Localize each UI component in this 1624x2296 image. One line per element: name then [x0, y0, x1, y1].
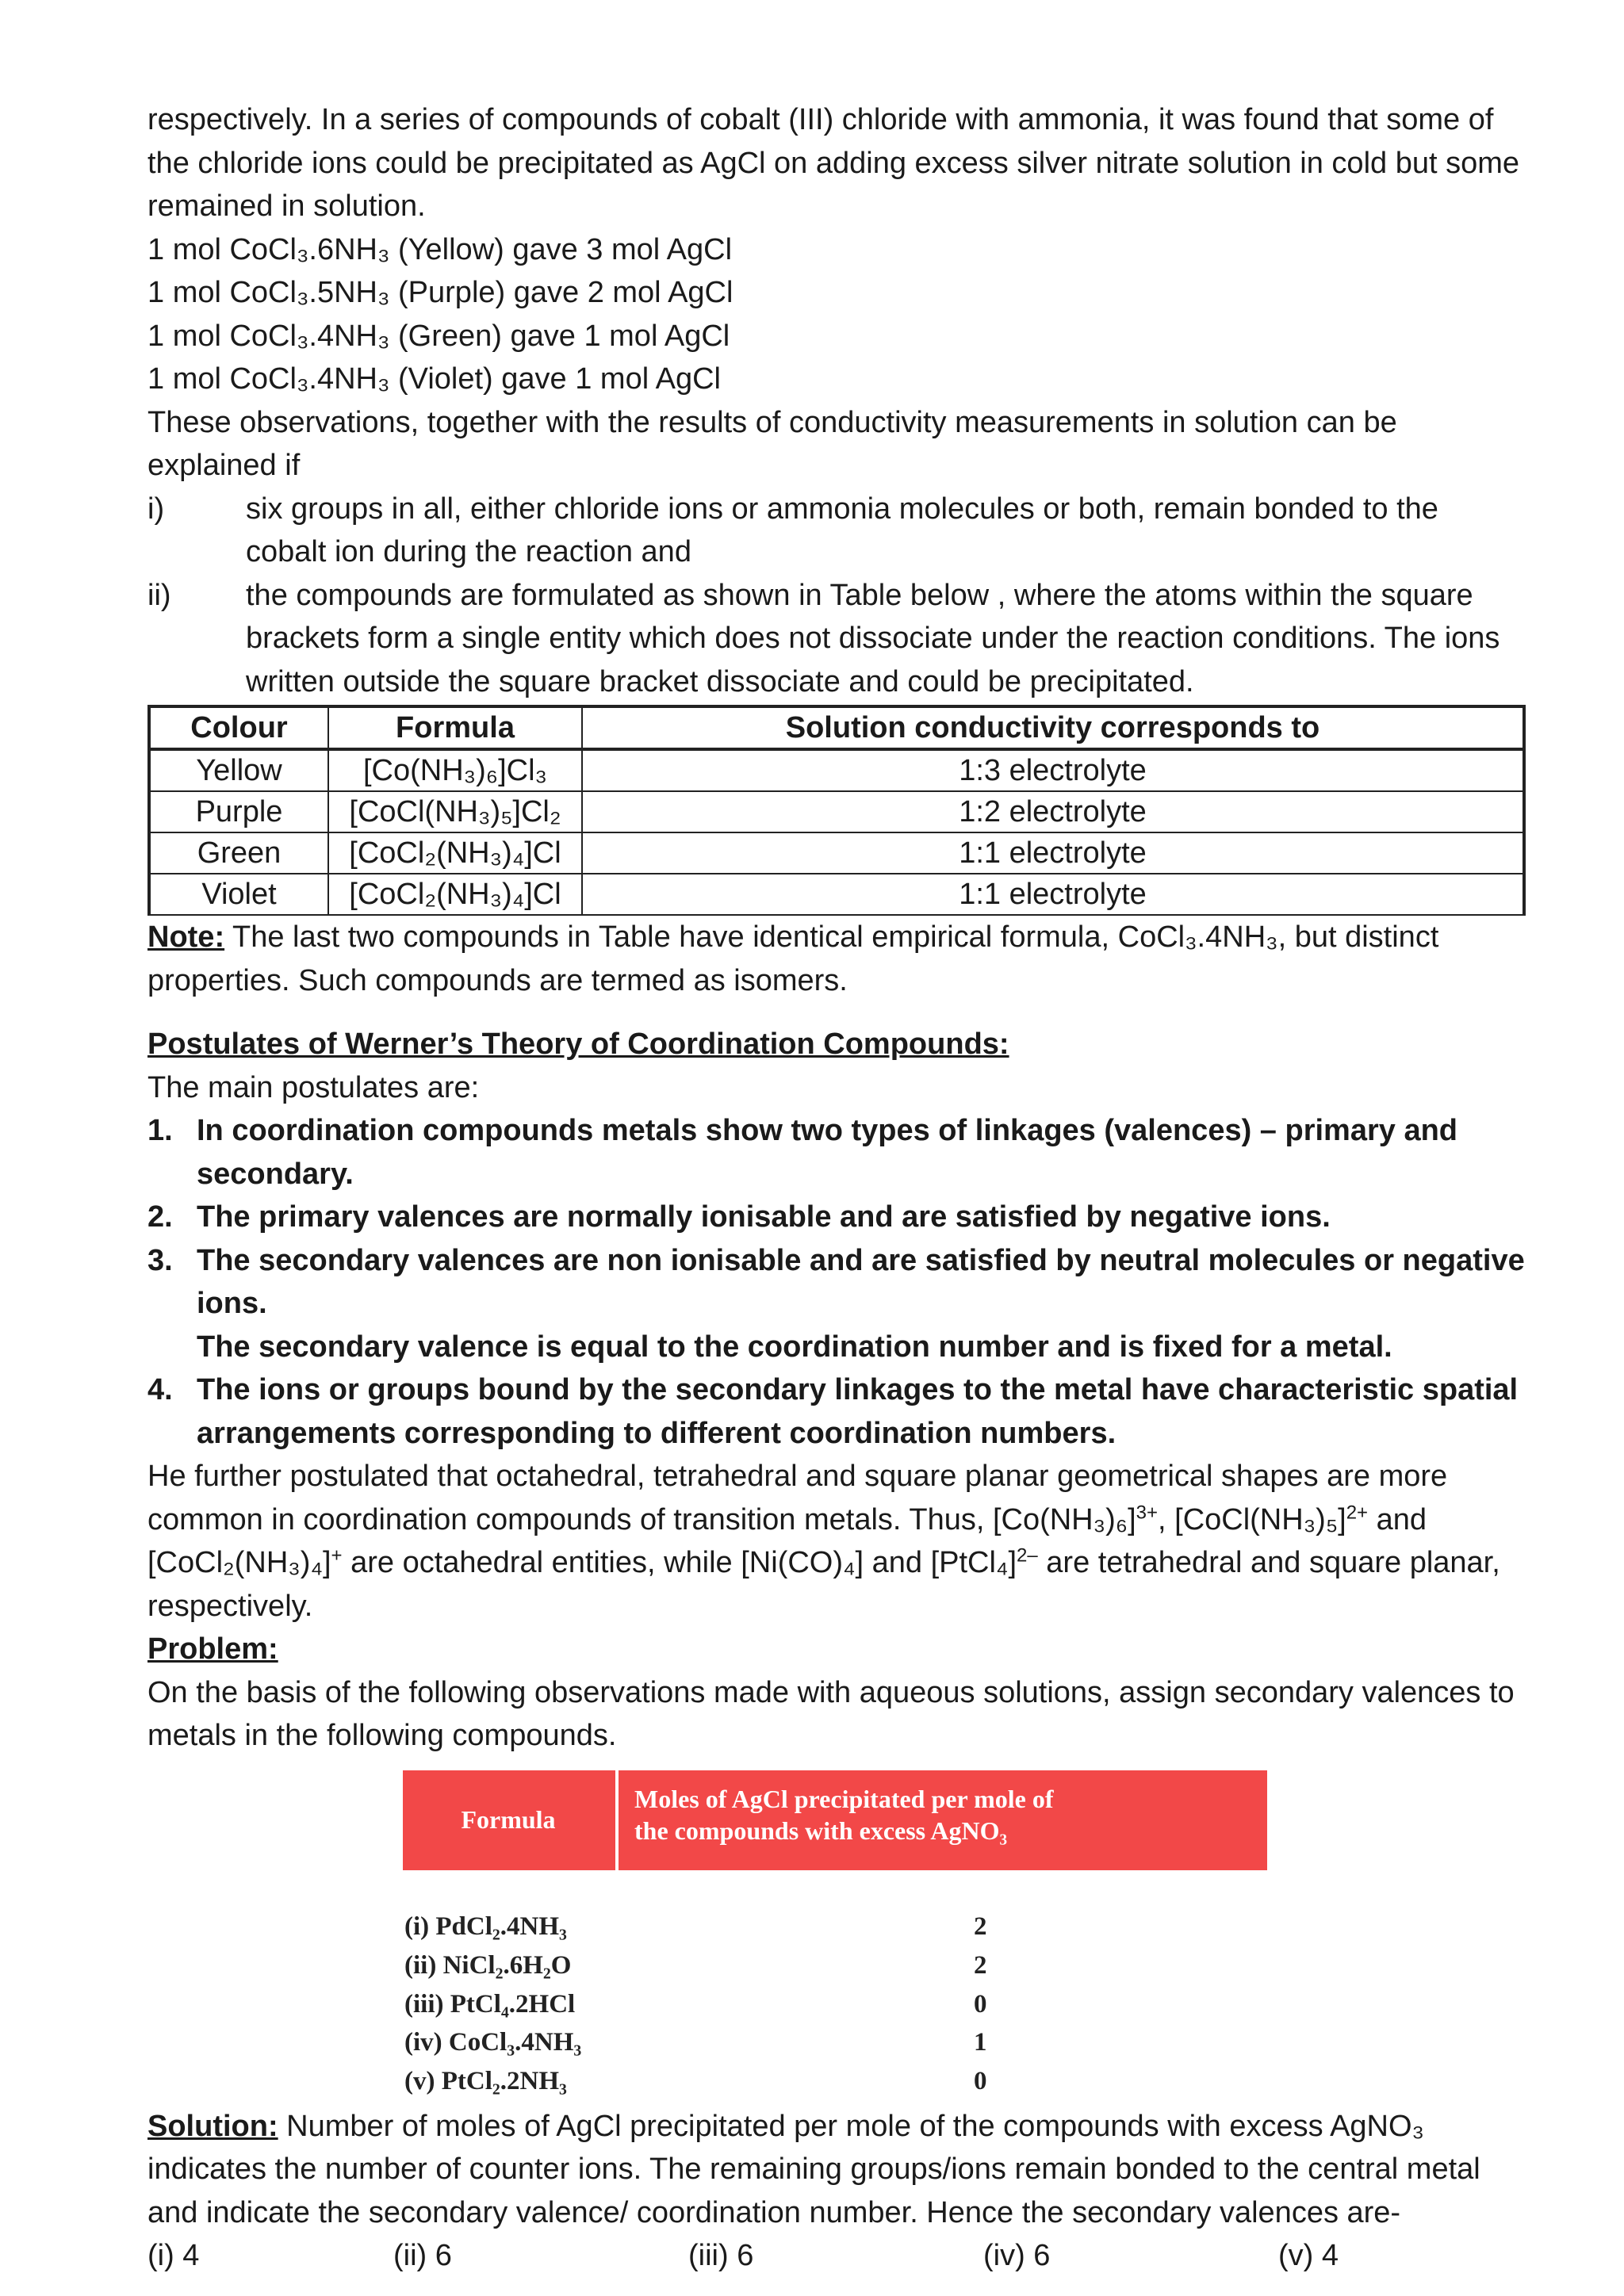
- list-line: arrangements corresponding to different coordination numbers.: [197, 1416, 1116, 1450]
- text-span: are tetrahedral and square planar,: [1037, 1546, 1500, 1579]
- postulates-list: [147, 1109, 1527, 1455]
- list-line: The secondary valence is equal to the coordination number and is fixed for a metal.: [197, 1330, 1392, 1364]
- figure-header-line: the compounds with excess AgNO₃: [634, 1816, 1008, 1845]
- further-line: [147, 1498, 1527, 1542]
- table-cell: [CoCl(NH₃)₅]Cl₂: [328, 791, 582, 832]
- intro-line: respectively. In a series of compounds of cobalt (III) chloride with ammonia, it was found that some of: [147, 103, 1494, 136]
- table-cell: [Co(NH₃)₆]Cl₃: [328, 749, 582, 791]
- figure-header-moles: [634, 1783, 1261, 1846]
- table-row: [149, 791, 1524, 832]
- list-line: The primary valences are normally ionisable and are satisfied by negative ions.: [197, 1200, 1331, 1234]
- figure-moles: 2: [974, 1950, 987, 1980]
- note-line: properties. Such compounds are termed as isomers.: [147, 963, 848, 997]
- table-row: [149, 874, 1524, 915]
- point-number: i): [147, 492, 165, 526]
- table-cell: 1:1 electrolyte: [582, 832, 1524, 874]
- point-line: six groups in all, either chloride ions or ammonia molecules or both, remain bonded to the: [246, 492, 1438, 526]
- intro-line: remained in solution.: [147, 189, 426, 223]
- list-number: 4.: [147, 1373, 173, 1406]
- charge-sup: 2+: [1346, 1501, 1369, 1523]
- figure-header-divider: [615, 1770, 619, 1870]
- list-item: [147, 1196, 1527, 1239]
- table-header: Colour: [149, 706, 328, 749]
- solution-text: Number of moles of AgCl precipitated per mole of the compounds with excess AgNO₃: [278, 2109, 1425, 2143]
- problem-label: Problem:: [147, 1632, 278, 1666]
- figure-moles: 2: [974, 1911, 987, 1941]
- table-cell: 1:1 electrolyte: [582, 874, 1524, 915]
- table-cell: [CoCl₂(NH₃)₄]Cl: [328, 874, 582, 915]
- table-header: Solution conductivity corresponds to: [582, 706, 1524, 749]
- figure-moles: 1: [974, 2027, 987, 2057]
- figure-formula: (i) PdCl₂.4NH₃: [404, 1911, 567, 1941]
- list-item: [147, 1109, 1527, 1196]
- answers-row: [147, 2234, 1527, 2278]
- table-cell: Violet: [149, 874, 328, 915]
- text-span: common in coordination compounds of transition metals. Thus, [Co(NH₃)₆]: [147, 1502, 1136, 1536]
- figure-row: [403, 2060, 1267, 2098]
- document-page: [147, 98, 1527, 2278]
- observation-line: 1 mol CoCl₃.4NH₃ (Violet) gave 1 mol AgCl: [147, 362, 721, 396]
- list-item: [147, 1368, 1527, 1455]
- conductivity-table: [147, 705, 1526, 916]
- list-number: 1.: [147, 1114, 173, 1147]
- figure-formula: (v) PtCl₂.2NH₃: [404, 2066, 567, 2095]
- intro-line: the chloride ions could be precipitated as AgCl on adding excess silver nitrate solution in cold but some: [147, 146, 1520, 180]
- observation-line: 1 mol CoCl₃.6NH₃ (Yellow) gave 3 mol AgCl: [147, 232, 733, 266]
- text-span: [CoCl₂(NH₃)₄]: [147, 1546, 331, 1579]
- charge-sup: 2–: [1017, 1544, 1038, 1567]
- list-number: 3.: [147, 1243, 173, 1277]
- point-line: written outside the square bracket dissociate and could be precipitated.: [246, 664, 1194, 698]
- point-line: brackets form a single entity which does not dissociate under the reaction conditions. The ions: [246, 622, 1500, 655]
- figure-row: [403, 1983, 1267, 2021]
- figure-formula: (iv) CoCl₃.4NH₃: [404, 2027, 582, 2057]
- point-i: [147, 488, 1527, 574]
- agcl-figure-table: [403, 1770, 1267, 2095]
- table-row: [149, 832, 1524, 874]
- text-span: and: [1368, 1502, 1427, 1536]
- figure-moles: 0: [974, 1989, 987, 2019]
- text-span: , [CoCl(NH₃)₅]: [1158, 1502, 1346, 1536]
- list-line: secondary.: [197, 1157, 354, 1191]
- solution-line: [147, 2105, 1527, 2149]
- further-line: [147, 1541, 1527, 1585]
- charge-sup: 3+: [1136, 1501, 1159, 1523]
- section-heading: Postulates of Werner’s Theory of Coordination Compounds:: [147, 1027, 1009, 1061]
- note-label: Note:: [147, 920, 225, 954]
- further-line: respectively.: [147, 1589, 313, 1623]
- observation-line: 1 mol CoCl₃.5NH₃ (Purple) gave 2 mol AgCl: [147, 276, 733, 309]
- point-number: ii): [147, 578, 171, 612]
- list-line: The ions or groups bound by the secondary linkages to the metal have characteristic spatial: [197, 1373, 1519, 1406]
- point-ii: [147, 574, 1527, 704]
- table-cell: Green: [149, 832, 328, 874]
- list-item: [147, 1239, 1527, 1369]
- observation-line: 1 mol CoCl₃.4NH₃ (Green) gave 1 mol AgCl: [147, 319, 730, 353]
- solution-label: Solution:: [147, 2109, 278, 2143]
- list-number: 2.: [147, 1200, 173, 1234]
- point-line: the compounds are formulated as shown in Table below , where the atoms within the square: [246, 578, 1473, 612]
- figure-header-line: Moles of AgCl precipitated per mole of: [634, 1784, 1054, 1813]
- table-header: Formula: [328, 706, 582, 749]
- solution-line: indicates the number of counter ions. The remaining groups/ions remain bonded to the central metal: [147, 2152, 1480, 2186]
- table-cell: 1:2 electrolyte: [582, 791, 1524, 832]
- table-row: [149, 749, 1524, 791]
- table-header-row: [149, 706, 1524, 749]
- table-cell: 1:3 electrolyte: [582, 749, 1524, 791]
- list-line: In coordination compounds metals show two types of linkages (valences) – primary and: [197, 1114, 1458, 1147]
- figure-moles: 0: [974, 2066, 987, 2095]
- table-cell: Purple: [149, 791, 328, 832]
- answer: (ii) 6: [393, 2239, 452, 2272]
- table-cell: [CoCl₂(NH₃)₄]Cl: [328, 832, 582, 874]
- list-line: The secondary valences are non ionisable and are satisfied by neutral molecules or negative ions.: [197, 1243, 1525, 1320]
- figure-row: [403, 1905, 1267, 1943]
- answer: (i) 4: [147, 2239, 200, 2272]
- answer: (iii) 6: [688, 2239, 754, 2272]
- further-line: He further postulated that octahedral, tetrahedral and square planar geometrical shapes are more: [147, 1460, 1448, 1493]
- figure-row: [403, 2021, 1267, 2059]
- text-span: are octahedral entities, while [Ni(CO)₄] and [PtCl₄]: [342, 1546, 1017, 1579]
- figure-header-formula: Formula: [461, 1805, 556, 1835]
- explain-line: explained if: [147, 449, 301, 482]
- figure-formula: (iii) PtCl₄.2HCl: [404, 1989, 576, 2019]
- charge-sup: +: [331, 1544, 343, 1567]
- postulates-intro: The main postulates are:: [147, 1070, 480, 1104]
- table-cell: Yellow: [149, 749, 328, 791]
- note-text: The last two compounds in Table have identical empirical formula, CoCl₃.4NH₃, but distinct: [224, 920, 1439, 954]
- solution-line: and indicate the secondary valence/ coordination number. Hence the secondary valences are-: [147, 2195, 1401, 2229]
- problem-line: metals in the following compounds.: [147, 1719, 617, 1752]
- figure-row: [403, 1944, 1267, 1982]
- problem-line: On the basis of the following observations made with aqueous solutions, assign secondary valences to: [147, 1675, 1515, 1709]
- point-line: cobalt ion during the reaction and: [246, 535, 691, 568]
- figure-formula: (ii) NiCl₂.6H₂O: [404, 1950, 572, 1980]
- answer: (iv) 6: [983, 2239, 1051, 2272]
- explain-line: These observations, together with the results of conductivity measurements in solution can be: [147, 405, 1397, 439]
- answer: (v) 4: [1278, 2239, 1339, 2272]
- note-line: [147, 916, 1527, 959]
